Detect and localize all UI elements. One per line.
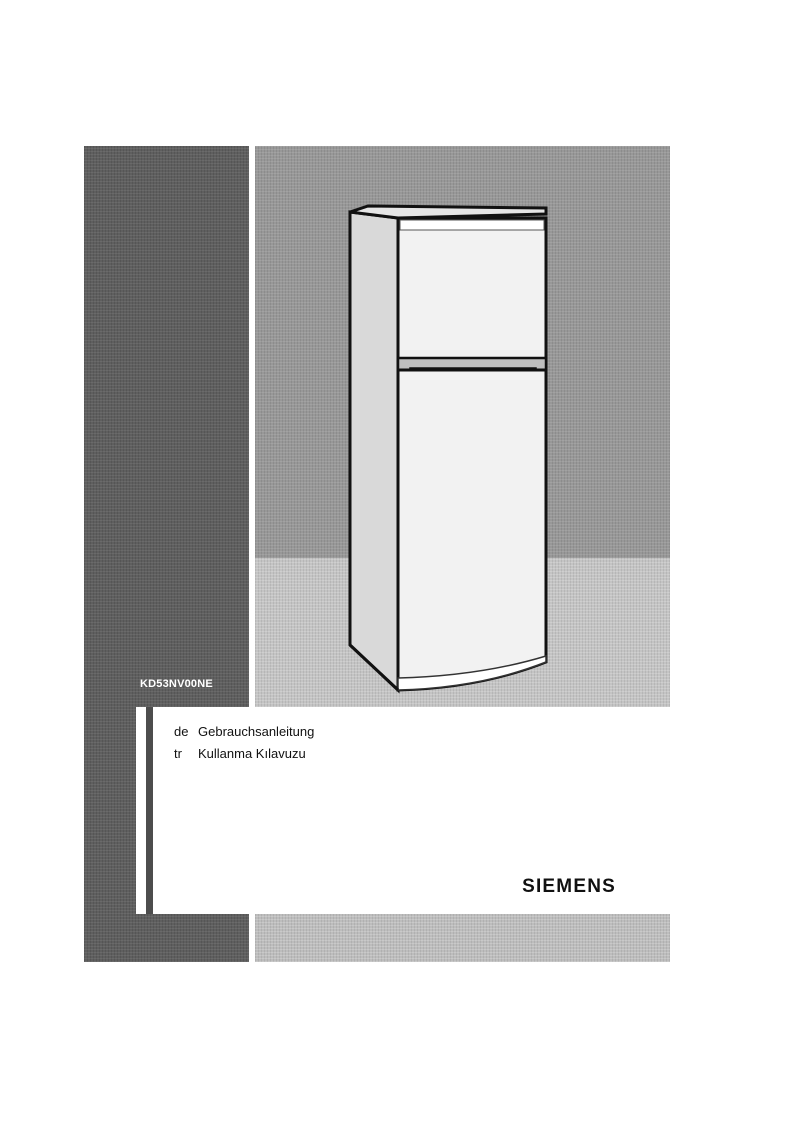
language-title: Gebrauchsanleitung — [198, 724, 315, 739]
refrigerator-illustration — [340, 200, 555, 695]
language-code: tr — [174, 746, 182, 761]
model-number: KD53NV00NE — [140, 678, 213, 690]
language-list — [174, 724, 314, 768]
language-item-tr — [174, 746, 314, 768]
language-item-de — [174, 724, 314, 746]
bottom-strip — [255, 914, 670, 962]
brand-logo: SIEMENS — [522, 876, 616, 897]
language-title: Kullanma Kılavuzu — [198, 746, 306, 761]
panel-accent-bar — [146, 707, 153, 914]
language-code: de — [174, 724, 189, 739]
